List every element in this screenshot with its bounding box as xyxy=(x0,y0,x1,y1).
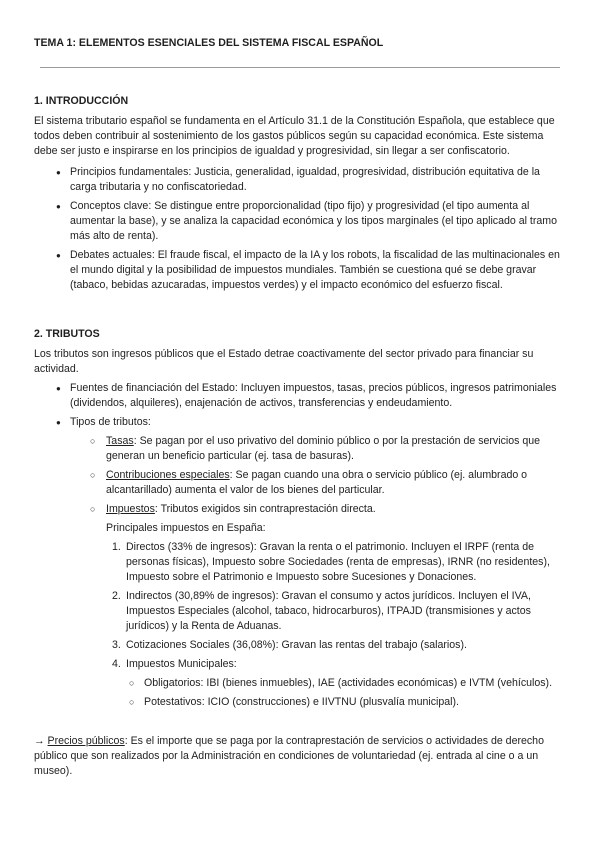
section-heading: 1. INTRODUCCIÓN xyxy=(34,95,129,107)
contribuciones-term: Contribuciones especiales xyxy=(106,469,230,481)
tipos-sublist xyxy=(34,434,566,517)
tributos-bullet-list xyxy=(34,381,566,710)
list-item: ● Conceptos clave: Se distingue entre proporcionalidad (tipo fijo) y progresividad (el tipo aumenta al aumentar la base), y se analiza la capacidad económica y los tipos marginales (el tipo aplicado al tramo más alto de renta). xyxy=(34,199,566,244)
list-item xyxy=(34,657,566,672)
document-page xyxy=(34,36,566,779)
tasas-definition: : Se pagan por el uso privativo del dominio público o por la prestación de servicios que generan un beneficio particular (ej. tasa de basuras). xyxy=(106,435,541,462)
item-text: Impuestos Municipales: xyxy=(126,658,237,670)
municipales-sublist xyxy=(34,676,566,710)
list-item xyxy=(34,638,566,653)
list-item-impuestos xyxy=(34,502,566,517)
precios-publicos-term: Precios públicos xyxy=(47,735,125,747)
list-item: ○ Potestativos: ICIO (construcciones) e IIVTNU (plusvalía municipal). xyxy=(34,695,566,710)
item-text: Cotizaciones Sociales (36,08%): Gravan las rentas del trabajo (salarios). xyxy=(126,639,467,651)
precios-publicos-paragraph xyxy=(34,734,566,779)
list-item xyxy=(34,415,566,710)
impuestos-term: Impuestos xyxy=(106,503,155,515)
item-number: 2. xyxy=(112,590,121,602)
item-text: Directos (33% de ingresos): Gravan la renta o el patrimonio. Incluyen el IRPF (renta de personas físicas), Impuesto sobre Sociedades (renta de empresas), IRNR (no residentes), Impuesto sobre el Patrimonio e Impuesto sobre Sucesiones y Donaciones. xyxy=(126,541,550,583)
list-item: ● Debates actuales: El fraude fiscal, el impacto de la IA y los robots, la fiscalidad de las multinacionales en el mundo digital y la posibilidad de impuestos mundiales. También se cuestiona qué se debe gravar (tabaco, bebidas azucaradas, impuestos verdes) y el impacto económico del esfuerzo fiscal. xyxy=(34,248,566,293)
item-number: 3. xyxy=(112,639,121,651)
intro-paragraph: El sistema tributario español se fundamenta en el Artículo 31.1 de la Constitución Española, que establece que todos deben contribuir al sostenimiento de los gastos públicos según su capacidad económica. Este sistema debe ser justo e inspirarse en los principios de igualdad y progresividad, sin llegar a ser confiscatorio. xyxy=(34,115,555,157)
document-title: TEMA 1: ELEMENTOS ESENCIALES DEL SISTEMA FISCAL ESPAÑOL xyxy=(34,37,384,49)
section-tributos xyxy=(34,327,566,710)
section-heading: 2. TRIBUTOS xyxy=(34,328,100,340)
principales-impuestos-label: Principales impuestos en España: xyxy=(106,522,266,534)
item-number: 1. xyxy=(112,541,121,553)
arrow-right-icon: → xyxy=(34,735,45,747)
list-item: ● Fuentes de financiación del Estado: Incluyen impuestos, tasas, precios públicos, ingresos patrimoniales (dividendos, alquileres), enajenación de activos, transferencias y endeudamiento. xyxy=(34,381,566,411)
list-item: ○ Obligatorios: IBI (bienes inmuebles), IAE (actividades económicas) e IVTM (vehículos). xyxy=(34,676,566,691)
list-item-tasas xyxy=(34,434,566,464)
list-item-contribuciones xyxy=(34,468,566,498)
list-item-label: Tipos de tributos: xyxy=(70,416,151,428)
impuestos-definition: : Tributos exigidos sin contraprestación directa. xyxy=(154,503,376,515)
section-introduccion xyxy=(34,94,566,293)
list-item xyxy=(34,589,566,634)
item-text: Indirectos (30,89% de ingresos): Gravan el consumo y actos jurídicos. Incluyen el IVA, Impuestos Especiales (alcohol, tabaco, hidrocarburos), ITPAJD (transmisiones y actos jurídicos) y la Renta de Aduanas. xyxy=(126,590,531,632)
contribuciones-definition: : Se pagan cuando una obra o servicio público (ej. alumbrado o alcantarillado) aumenta el valor de los bienes del particular. xyxy=(106,469,528,496)
intro-bullet-list xyxy=(34,165,566,293)
list-item: ● Principios fundamentales: Justicia, generalidad, igualdad, progresividad, distribución equitativa de la carga tributaria y no confiscatoriedad. xyxy=(34,165,566,195)
item-number: 4. xyxy=(112,658,121,670)
precios-publicos-definition: : Es el importe que se paga por la contraprestación de servicios o actividades de derecho público que son realizados por la Administración en condiciones de voluntariedad (ej. entrada al cine o a un museo). xyxy=(34,735,544,777)
list-item xyxy=(34,540,566,585)
tasas-term: Tasas xyxy=(106,435,134,447)
title-divider xyxy=(40,67,560,68)
tributos-paragraph: Los tributos son ingresos públicos que el Estado detrae coactivamente del sector privado para financiar su actividad. xyxy=(34,348,534,375)
impuestos-numbered-list xyxy=(34,540,566,672)
